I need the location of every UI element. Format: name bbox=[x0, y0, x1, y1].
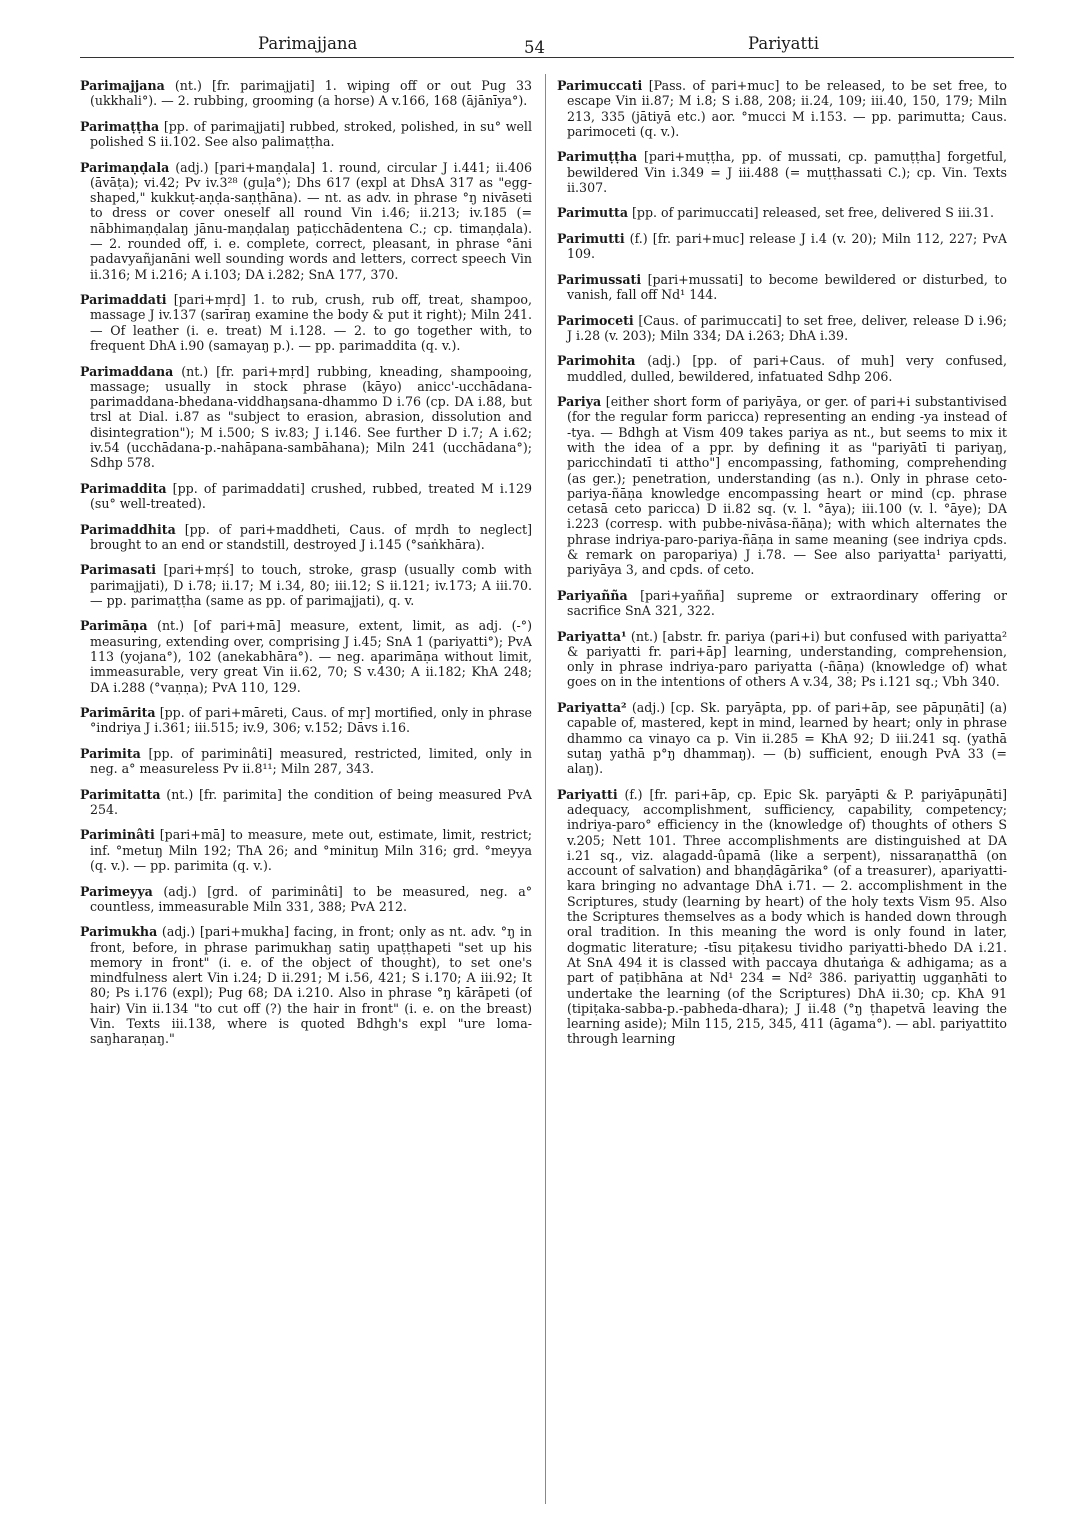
dictionary-entry bbox=[557, 588, 1007, 619]
entry-definition: (adj.) [pari+maṇḍala] 1. round, circular J i.441; ii.406 (āvāṭa); vi.42; Pv iv.3²⁸ (guḷa°); Dhs 617 (expl at DhsA 317 as "egg-shaped," kukkuṭ-aṇḍa-saṇṭhāna). — nt. as adv. in phrase °ŋ nivāseti to dress or cover oneself all round Vin i.46; ii.213; iv.185 (= nābhimaṇḍalaŋ jānu-maṇḍalaŋ paṭicchādentena C.; cp. timaṇḍala). — 2. rounded off, i. e. complete, correct, pleasant, in phrase °āni padavyañjanāni well sounding words and letters, correct speech Vin ii.316; M i.216; A i.103; DA i.282; SnA 177, 370. bbox=[90, 159, 532, 282]
dictionary-entry bbox=[80, 119, 532, 150]
entry-definition: (f.) [fr. pari+āp, cp. Epic Sk. paryāpti & P. pariyāpuṇāti] adequacy, accomplishment, sufficiency, capability, competency; indriya-paro° efficiency in the (knowledge of) thoughts of others S v.205; Nett 101. Three accomplishments are distinguished at DA i.21 sq., viz. alagadd-ûpamā (like a serpent), nissaraṇatthā (on account of salvation) and bhaṇḍāgārika° (of a treasurer), apariyatti-kara bringing no advantage DhA i.71. — 2. accomplishment in the Scriptures, study (learning by heart) of the holy texts Vism 95. Also the Scriptures themselves as a body which is handed down through oral tradition. In this meaning the word is only found in later, dogmatic literature; -tīsu piṭakesu tividho pariyatti-bhedo DA i.21. At SnA 494 it is classed with paccaya dhutaṅga & adhigama; as a part of paṭibhāna at Nd¹ 234 = Nd² 386. pariyattiŋ uggaṇhāti to undertake the learning (of the Scriptures) DhA ii.30; cp. KhA 91 (tipiṭaka-sabba-p.-pabheda-dhara); J ii.48 (°ŋ ṭhapetvā leaving the learning aside); Miln 115, 215, 345, 411 (āgama°). — abl. pariyattito through learning bbox=[567, 786, 1007, 1047]
entry-definition: [pp. of pariminâti] measured, restricted, limited, only in neg. a° measureless Pv ii.8¹¹; Miln 287, 343. bbox=[90, 745, 532, 777]
headword: Pariyatta¹ bbox=[557, 628, 627, 644]
entry-definition: [pp. of parimaddati] crushed, rubbed, treated M i.129 (su° well-treated). bbox=[90, 480, 532, 512]
headword: Parimaddana bbox=[80, 363, 174, 379]
headword: Parimāṇa bbox=[80, 618, 148, 634]
dictionary-entry bbox=[80, 292, 532, 353]
dictionary-entry bbox=[557, 700, 1007, 776]
column-separator bbox=[545, 74, 546, 1504]
headword: Parimussati bbox=[557, 271, 642, 287]
headword: Parimohita bbox=[557, 353, 636, 369]
headword: Pariyañña bbox=[557, 587, 628, 603]
dictionary-entry bbox=[80, 481, 532, 512]
dictionary-entry bbox=[80, 746, 532, 777]
headword: Parimitatta bbox=[80, 786, 161, 802]
dictionary-entry bbox=[557, 394, 1007, 578]
headword: Parimaddati bbox=[80, 292, 167, 308]
entry-definition: (f.) [fr. pari+muc] release J i.4 (v. 20); Miln 112, 227; PvA 109. bbox=[567, 230, 1007, 262]
headword: Parimaddhita bbox=[80, 521, 176, 537]
entry-definition: [pp. of parimajjati] rubbed, stroked, polished, in su° well polished S ii.102. See also palimaṭṭha. bbox=[90, 118, 532, 150]
page-header bbox=[0, 30, 1073, 60]
entry-definition: [either short form of pariyāya, or ger. of pari+i substantivised (for the regular form paricca) representing an ending -ya instead of -tya. — Bdhgh at Vism 409 takes pariya as nt., but seems to mix it with the idea of a ppr. by defining it as "pariyātī ti pariyaŋ, paricchindatī ti attho"] encompassing, fathoming, comprehending (as ger.); penetration, understanding (as n.). Only in phrase ceto-pariya-ñāṇa knowledge encompassing heart or mind (cp. phrase cetasā ceto paricca) D ii.82 sq. (v. l. °āya); iii.100 (v. l. °āye); DA i.223 (corresp. with pubbe-nivāsa-ñāṇa); with which alternates the phrase indriya-paro-pariya-ñāṇa in same meaning (see indriya cpds. & remark on paropariya) J i.78. — See also pariyatta¹ pariyatti, pariyāya 3, and cpds. of ceto. bbox=[567, 394, 1007, 578]
entry-definition: [Pass. of pari+muc] to be released, to be set free, to escape Vin ii.87; M i.8; S i.88, 208; ii.24, 109; iii.40, 150, 179; Miln 213, 335 (jātiyā etc.) aor. °mucci M i.153. — pp. parimutta; Caus. parimoceti (q. v.). bbox=[567, 78, 1007, 139]
dictionary-entry bbox=[557, 629, 1007, 690]
headword: Parimita bbox=[80, 745, 141, 761]
running-head-right: Pariyatti bbox=[748, 34, 820, 53]
headword: Parimoceti bbox=[557, 312, 634, 328]
dictionary-entry bbox=[557, 353, 1007, 384]
dictionary-entry bbox=[557, 231, 1007, 262]
dictionary-entry bbox=[80, 705, 532, 736]
dictionary-entry bbox=[80, 78, 532, 109]
dictionary-entry bbox=[80, 787, 532, 818]
running-head-left: Parimajjana bbox=[258, 34, 358, 53]
dictionary-entry bbox=[80, 618, 532, 694]
headword: Pariyatta² bbox=[557, 699, 627, 715]
entry-definition: [pari+yañña] supreme or extraordinary offering or sacrifice SnA 321, 322. bbox=[567, 587, 1007, 619]
entry-definition: [pari+mṛś] to touch, stroke, grasp (usually comb with parimajjati), D i.78; ii.17; M i.34, 80; iii.12; S ii.121; iv.173; A iii.70. — pp. parimaṭṭha (same as pp. of parimajjati), q. v. bbox=[90, 562, 532, 608]
entry-definition: [pari+mā] to measure, mete out, estimate, limit, restrict; inf. °metuŋ Miln 192; ThA 26; and °minituŋ Miln 316; grd. °meyya (q. v.). — pp. parimita (q. v.). bbox=[90, 827, 532, 874]
entry-definition: [pp. of pari+māreti, Caus. of mṛ] mortified, only in phrase °indriya J i.361; iii.515; iv.9, 306; v.152; Dāvs i.16. bbox=[90, 705, 532, 736]
dictionary-entry bbox=[557, 205, 1007, 220]
entry-definition: (nt.) [fr. parimita] the condition of being measured PvA 254. bbox=[90, 786, 532, 817]
entry-definition: (adj.) [cp. Sk. paryāpta, pp. of pari+āp, see pāpuṇāti] (a) capable of, mastered, kept in mind, learned by heart; only in phrase dhammo ca vinayo ca p. Vin ii.285 = KhA 92; D iii.241 sq. (yathā sutaŋ yathā p°ŋ dhammaŋ). — (b) sufficient, enough PvA 33 (= alaŋ). bbox=[567, 699, 1007, 777]
headword: Parimasati bbox=[80, 562, 157, 578]
dictionary-entry bbox=[80, 924, 532, 1046]
entry-definition: [pari+mṛd] 1. to rub, crush, rub off, treat, shampoo, massage J iv.137 (sarīraŋ examine the body & put it right); Miln 241. — Of leather (i. e. treat) M i.128. — 2. to go together with, to frequent DhA i.90 (samayaŋ p.). — pp. parimaddita (q. v.). bbox=[90, 292, 532, 354]
header-rule bbox=[80, 57, 1014, 58]
dictionary-entry bbox=[557, 78, 1007, 139]
entry-definition: (nt.) [of pari+mā] measure, extent, limit, as adj. (-°) measuring, extending over, comprising J i.45; SnA 1 (pariyatti°); PvA 113 (yojana°), 102 (anekabhāra°). — neg. aparimāṇa without limit, immeasurable, very great Vin ii.62, 70; S v.430; A ii.182; KhA 248; DA i.288 (°vaṇṇa); PvA 110, 129. bbox=[90, 618, 532, 695]
left-column bbox=[80, 78, 532, 1508]
dictionary-entry bbox=[80, 364, 532, 471]
headword: Parimutta bbox=[557, 205, 628, 221]
dictionary-entry bbox=[557, 787, 1007, 1047]
entry-definition: [pari+muṭṭha, pp. of mussati, cp. pamuṭṭha] forgetful, bewildered Vin i.349 = J iii.488 (= muṭṭhassati C.); cp. Vin. Texts ii.307. bbox=[567, 149, 1007, 195]
headword: Parimajjana bbox=[80, 78, 165, 93]
dictionary-entry bbox=[80, 827, 532, 873]
headword: Parimārita bbox=[80, 705, 156, 721]
page-number: 54 bbox=[524, 38, 545, 57]
entry-definition: [pp. of pari+maddheti, Caus. of mṛdh to neglect] brought to an end or standstill, destroyed J i.145 (°saṅkhāra). bbox=[90, 521, 532, 552]
entry-definition: [pari+mussati] to become bewildered or disturbed, to vanish, fall off Nd¹ 144. bbox=[567, 271, 1007, 303]
headword: Pariminâti bbox=[80, 827, 155, 843]
headword: Parimuṭṭha bbox=[557, 149, 638, 165]
dictionary-entry bbox=[557, 313, 1007, 344]
headword: Parimutti bbox=[557, 230, 625, 246]
headword: Parimaddita bbox=[80, 480, 167, 496]
headword: Pariyatti bbox=[557, 786, 618, 802]
headword: Parimaṭṭha bbox=[80, 118, 160, 134]
dictionary-entry bbox=[80, 562, 532, 608]
dictionary-entry bbox=[80, 522, 532, 553]
headword: Parimeyya bbox=[80, 883, 153, 899]
entry-definition: (adj.) [pari+mukha] facing, in front; only as nt. adv. °ŋ in front, before, in phrase parimukhaŋ satiŋ upaṭṭhapeti "set up his memory in front" (i. e. of the object of thought), to set one's mindfulness alert Vin i.24; D ii.291; M i.56, 421; S i.170; A iii.92; It 80; Ps i.176 (expl); Pug 68; DA i.210. Also in phrase °ŋ kārāpeti (of hair) Vin ii.134 "to cut off (?) the hair in front" (i. e. on the breast) Vin. Texts iii.138, where is quoted Bdhgh's expl "ure loma-saŋharaṇaŋ." bbox=[90, 924, 532, 1047]
dictionary-entry bbox=[80, 884, 532, 915]
headword: Parimuccati bbox=[557, 78, 643, 93]
right-column bbox=[557, 78, 1007, 1508]
entry-definition: (adj.) [pp. of pari+Caus. of muh] very confused, muddled, dulled, bewildered, infatuated Sdhp 206. bbox=[567, 353, 1007, 384]
entry-definition: (nt.) [abstr. fr. pariya (pari+i) but confused with pariyatta² & pariyatti fr. pari+āp] learning, understanding, comprehension, only in phrase indriya-paro pariyatta (-ñāṇa) (knowledge of) what goes on in the intentions of others A v.34, 38; Ps i.121 sq.; Vbh 340. bbox=[567, 628, 1007, 690]
dictionary-entry bbox=[557, 272, 1007, 303]
entry-definition: (nt.) [fr. pari+mṛd] rubbing, kneading, shampooing, massage; usually in stock phrase (kāyo) anicc'-ucchādana-parimaddana-bhedana-viddhaŋsana-dhammo D i.76 (cp. DA i.88, but trsl at Dial. i.87 as "subject to erasion, abrasion, dissolution and disintegration"); M i.500; S iv.83; J i.146. See further D i.7; A i.62; iv.54 (ucchādana-p.-nahāpana-sambāhana); Miln 241 (ucchādana°); Sdhp 578. bbox=[90, 363, 532, 471]
headword: Parimukha bbox=[80, 924, 158, 940]
dictionary-entry bbox=[557, 149, 1007, 195]
headword: Parimaṇḍala bbox=[80, 159, 170, 175]
headword: Pariya bbox=[557, 394, 602, 410]
entry-definition: (adj.) [grd. of pariminâti] to be measured, neg. a° countless, immeasurable Miln 331, 388; PvA 212. bbox=[90, 883, 532, 914]
entry-definition: (nt.) [fr. parimajjati] 1. wiping off or out Pug 33 (ukkhali°). — 2. rubbing, grooming (a horse) A v.166, 168 (ājānīya°). bbox=[90, 78, 532, 109]
entry-definition: [Caus. of parimuccati] to set free, deliver, release D i.96; J i.28 (v. 203); Miln 334; DA i.263; DhA i.39. bbox=[567, 312, 1007, 343]
dictionary-entry bbox=[80, 160, 532, 282]
entry-definition: [pp. of parimuccati] released, set free, delivered S iii.31. bbox=[628, 205, 995, 221]
